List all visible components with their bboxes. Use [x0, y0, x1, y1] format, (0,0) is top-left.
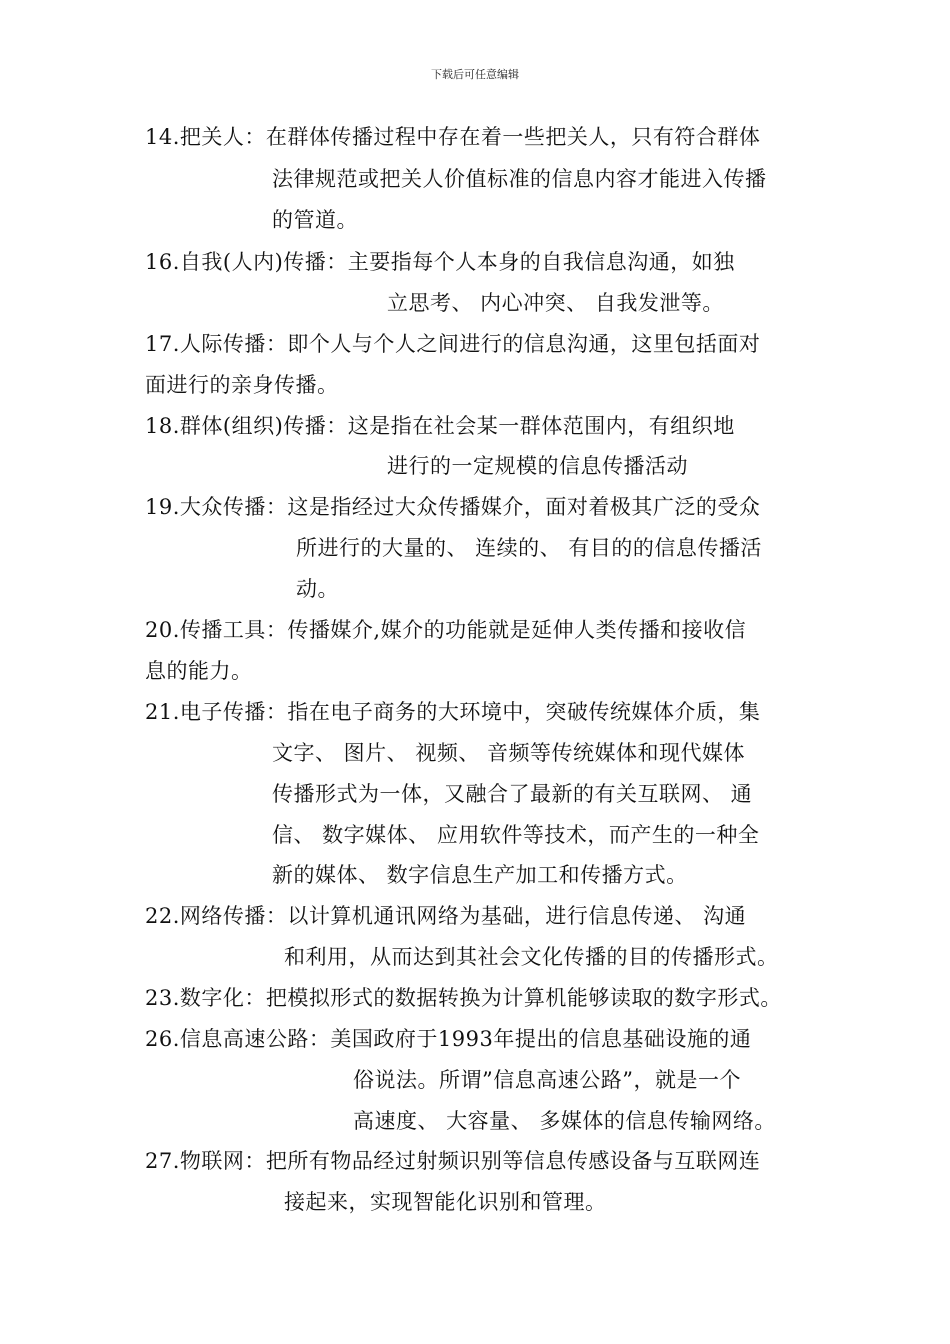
text-line: 22.网络传播：以计算机通讯网络为基础，进行信息传递、 沟通: [145, 904, 747, 928]
text-line: 19.大众传播：这是指经过大众传播媒介，面对着极其广泛的受众: [145, 495, 761, 519]
text-line: 高速度、 大容量、 多媒体的信息传输网络。: [353, 1109, 776, 1133]
text-line: 23.数字化：把模拟形式的数据转换为计算机能够读取的数字形式。: [145, 986, 782, 1010]
text-line: 面进行的亲身传播。: [145, 373, 339, 397]
text-line: 14.把关人：在群体传播过程中存在着一些把关人，只有符合群体: [145, 125, 761, 149]
text-line: 新的媒体、 数字信息生产加工和传播方式。: [272, 863, 688, 887]
text-line: 18.群体(组织)传播：这是指在社会某一群体范围内，有组织地: [145, 414, 735, 438]
text-line: 16.自我(人内)传播：主要指每个人本身的自我信息沟通，如独: [145, 250, 735, 274]
text-line: 信、 数字媒体、 应用软件等技术，而产生的一种全: [272, 823, 760, 847]
text-line: 息的能力。: [145, 659, 253, 683]
text-line: 17.人际传播：即个人与个人之间进行的信息沟通，这里包括面对: [145, 332, 761, 356]
text-line: 和利用，从而达到其社会文化传播的目的传播形式。: [284, 945, 779, 969]
text-line: 俗说法。所谓”信息高速公路”，就是一个: [353, 1068, 741, 1092]
text-line: 法律规范或把关人价值标准的信息内容才能进入传播: [272, 167, 767, 191]
text-line: 21.电子传播：指在电子商务的大环境中，突破传统媒体介质，集: [145, 700, 761, 724]
text-line: 20.传播工具：传播媒介,媒介的功能就是延伸人类传播和接收信: [145, 618, 747, 642]
text-line: 文字、 图片、 视频、 音频等传统媒体和现代媒体: [272, 741, 746, 765]
text-line: 的管道。: [272, 208, 358, 232]
text-line: 接起来，实现智能化识别和管理。: [284, 1190, 607, 1214]
text-line: 传播形式为一体，又融合了最新的有关互联网、 通: [272, 782, 753, 806]
text-line: 立思考、 内心冲突、 自我发泄等。: [387, 291, 724, 315]
text-line: 26.信息高速公路：美国政府于1993年提出的信息基础设施的通: [145, 1027, 752, 1051]
text-line: 动。: [296, 577, 339, 601]
text-line: 27.物联网：把所有物品经过射频识别等信息传感设备与互联网连: [145, 1149, 761, 1173]
text-line: 所进行的大量的、 连续的、 有目的的信息传播活: [296, 536, 762, 560]
text-line: 进行的一定规模的信息传播活动: [387, 454, 688, 478]
page-header: 下载后可任意编辑: [431, 68, 519, 81]
